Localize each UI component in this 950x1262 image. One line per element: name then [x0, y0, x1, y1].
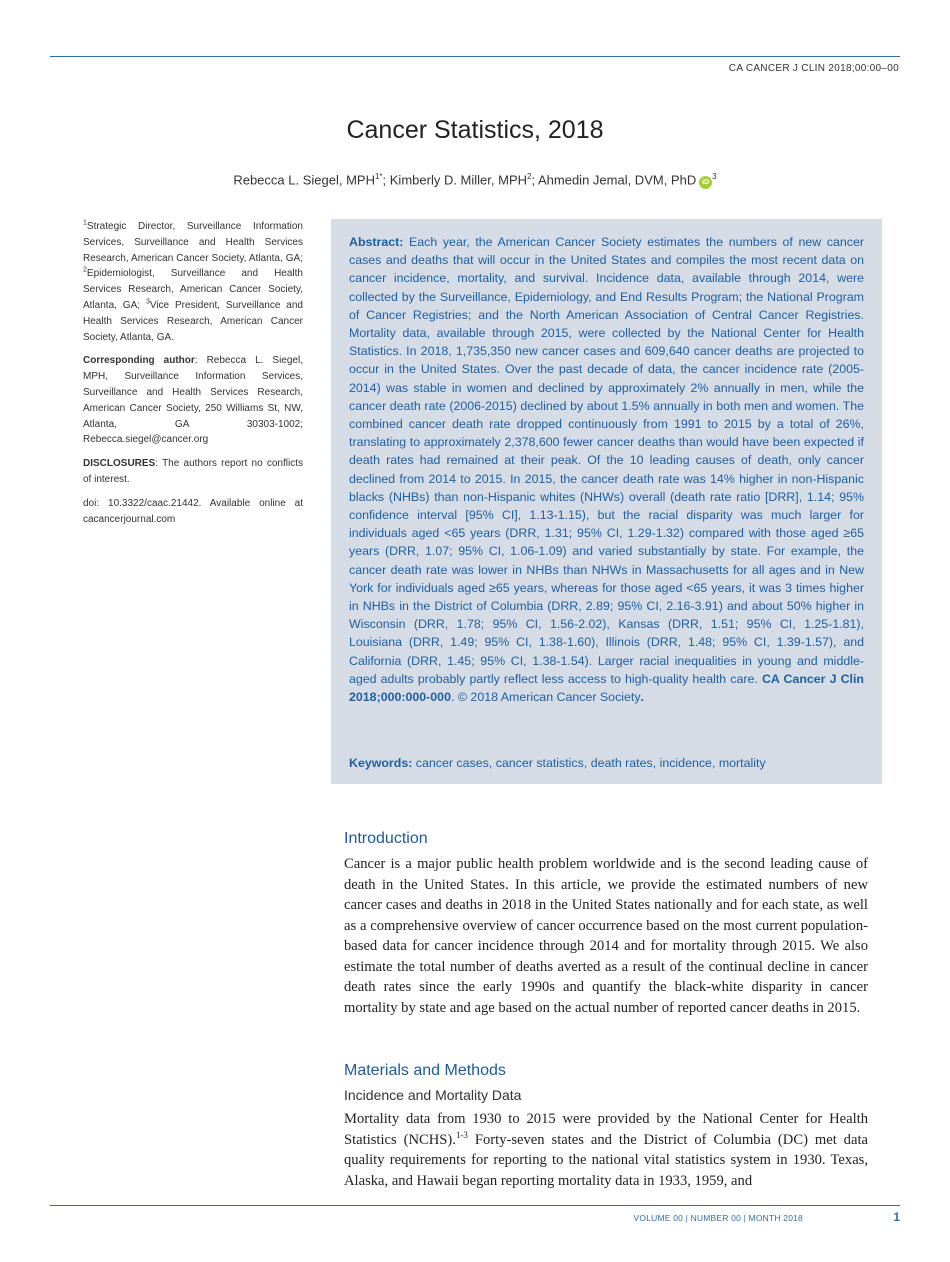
affiliations: $^1$Strategic Director, Surveillance Information Services, Surveillance and Health Services Research, American Cancer Society, Atlanta, GA; $^2$Epidemiologist, Surveillance and Health Services Research, American Cancer Society, Atlanta, GA; $^3$Vice President, Surveillance and Health Services Research, American Cancer Society, Atlanta, GA. [83, 219, 303, 343]
methods-paragraph: Mortality data from 1930 to 2015 were provided by the National Center for Health Statistics (NCHS).$^{1-3}$ Forty-seven states and the District of Columbia (DC) met data quality requirements for reporting to the national vital statistics system in 1930. Texas, Alaska, and Hawaii began reporting mortality data in 1933, 1959, and [344, 1111, 868, 1189]
keywords: Keywords: cancer cases, cancer statistics, death rates, incidence, mortality [349, 756, 766, 770]
introduction-paragraph: Cancer is a major public health problem worldwide and is the second leading cause of death in the United States. In this article, we provide the estimated numbers of new cancer cases and deaths in 2018 in the United States nationally and for each state, as well as a comprehensive overview of cancer occurrence based on the most current population-based data for cancer incidence through 2014 and for mortality through 2015. We also estimate the total number of deaths averted as a result of the continual decline in cancer death rates since the early 1990s and quantify the black-white disparity in cancer mortality by state and age based on the actual number of reported cancer deaths in 2015. [344, 856, 868, 1016]
abstract-box [331, 219, 882, 784]
author-name: Ahmedin Jemal, DVM, PhD [537, 172, 697, 188]
header-rule [50, 56, 900, 57]
author-name: Kimberly D. Miller, MPH [389, 172, 528, 188]
journal-citation: CA Cancer J Clin 2018;000:000-000 [349, 671, 864, 705]
author-affiliation-number: 3 [712, 172, 717, 181]
abstract-label: Abstract: [349, 235, 404, 249]
issue-info: VOLUME 00 | NUMBER 00 | MONTH 2018 [633, 1213, 803, 1223]
running-head: CA CANCER J CLIN 2018;00:00–00 [728, 63, 899, 74]
affiliations-column [83, 219, 303, 535]
doi-note: doi: 10.3322/caac.21442. Available online at cacancerjournal.com [83, 497, 303, 525]
orcid-icon[interactable]: iD [699, 176, 712, 189]
author-list: Rebecca L. Siegel, $MPH^{1*}$; Kimberly D. Miller, MPH$^2$; Ahmedin Jemal, DVM, PhD $iD^3$ [233, 172, 717, 188]
disclosures: DISCLOSURES: The authors report no conflicts of interest. [83, 458, 303, 485]
section-heading-introduction: Introduction [344, 830, 428, 847]
article-title: Cancer Statistics, 2018 [346, 116, 604, 144]
author-affiliation-number: 1* [374, 172, 383, 181]
subsection-heading: Incidence and Mortality Data [344, 1087, 522, 1103]
author-affiliation-number: 2 [527, 172, 532, 181]
abstract: Abstract: Each year, the American Cancer Society estimates the numbers of new cancer cases and deaths that will occur in the United States and compiles the most recent data on cancer incidence, mortality, and survival. Incidence data, available through 2014, were collected by the Surveillance, Epidemiology, and End Results Program; the National Program of Cancer Registries; and the North American Association of Central Cancer Registries. Mortality data, available through 2015, were collected by the National Center for Health Statistics. In 2018, 1,735,350 new cancer cases and 609,640 cancer deaths are projected to occur in the United States. Over the past decade of data, the cancer incidence rate (2005-2014) was stable in women and declined by approximately 2% annually in men, while the cancer death rate (2006-2015) declined by about 1.5% annually in both men and women. The combined cancer death rate dropped continuously from 1991 to 2015 by a total of 26%, translating to approximately 2,378,600 fewer cancer deaths than would have been expected if death rates had remained at their peak. Of the 10 leading causes of death, only cancer declined from 2014 to 2015. In 2015, the cancer death rate was 14% higher in non-Hispanic blacks (NHBs) than non-Hispanic whites (NHWs) overall (death rate ratio [DRR], 1.14; 95% confidence interval [95% CI], 1.13-1.15), but the racial disparity was much larger for individuals aged <65 years (DRR, 1.31; 95% CI, 1.29-1.32) compared with those aged ≥65 years (DRR, 1.07; 95% CI, 1.06-1.09) and varied substantially by state. For example, the cancer death rate was lower in NHBs than NHWs in Massachusetts for all ages and in New York for individuals aged ≥65 years, whereas for those aged <65 years, it was 3 times higher in NHBs in the District of Columbia (DRR, 2.89; 95% CI, 2.16-3.91) and about 50% higher in Wisconsin (DRR, 1.78; 95% CI, 1.56-2.02), Kansas (DRR, 1.51; 95% CI, 1.25-1.81), Louisiana (DRR, 1.49; 95% CI, 1.38-1.60), Illinois (DRR, 1.48; 95% CI, 1.39-1.57), and California (DRR, 1.45; 95% CI, 1.38-1.54). Larger racial inequalities in young and middle-aged adults probably partly reflect less access to high-quality health care. CA Cancer J Clin 2018;000:000-000. © 2018 American Cancer Society. [349, 235, 864, 705]
keywords-label: Keywords: [349, 756, 413, 770]
citation-ref[interactable]: 1-3 [455, 1129, 468, 1140]
corresponding-author: Corresponding author: Rebecca L. Siegel, MPH, Surveillance Information Services, Surveillance and Health Services Research, American Cancer Society, 250 Williams St, NW, Atlanta, GA 30303-1002; Rebecca.siegel@cancer.org [83, 355, 303, 446]
footer-rule [50, 1205, 900, 1206]
page-number: 1 [893, 1210, 900, 1224]
author-name: Rebecca L. Siegel, MPH [233, 172, 375, 188]
section-heading-methods: Materials and Methods [344, 1062, 506, 1079]
